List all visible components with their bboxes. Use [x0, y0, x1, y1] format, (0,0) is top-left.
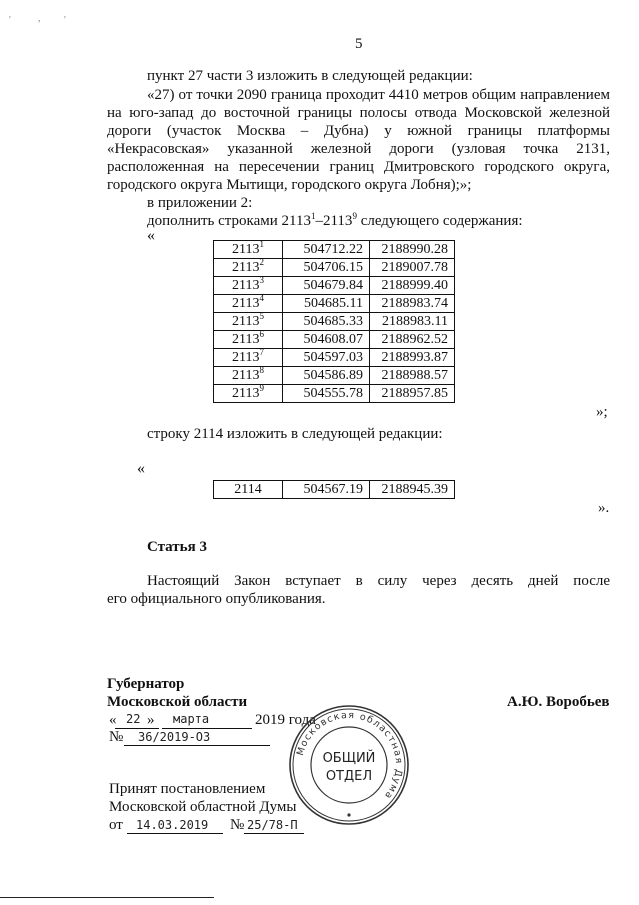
- stamp-ring-text: Московская областная Дума: [294, 709, 405, 802]
- date-day: 22: [126, 712, 141, 726]
- table-row: [214, 331, 455, 349]
- article-text-line: Настоящий Закон вступает в силу через десять дней после: [147, 573, 610, 589]
- scan-mark: ,: [38, 13, 41, 24]
- point-number: 2114: [214, 481, 283, 499]
- y-coordinate: 2188988.57: [370, 367, 455, 385]
- amendment-point-27: пункт 27 части 3 изложить в следующей редакции:: [147, 68, 473, 84]
- x-coordinate: 504712.22: [283, 241, 370, 259]
- point-number: 2113$^4$: [214, 295, 283, 313]
- x-coordinate: 504608.07: [283, 331, 370, 349]
- article-text-line: его официального опубликования.: [107, 591, 326, 607]
- y-coordinate: 2188983.74: [370, 295, 455, 313]
- underline: [124, 745, 270, 746]
- y-coordinate: 2188945.39: [370, 481, 455, 499]
- governor-title: Губернатор: [107, 676, 185, 692]
- point-number: 2113$^5$: [214, 313, 283, 331]
- underline: [244, 833, 304, 834]
- paragraph-line: расположенная на пересечении границ Дмитровского городского округа,: [107, 159, 610, 175]
- table-row: [214, 295, 455, 313]
- y-coordinate: 2188962.52: [370, 331, 455, 349]
- coordinates-table: [213, 240, 455, 403]
- x-coordinate: 504679.84: [283, 277, 370, 295]
- open-quote: «: [137, 460, 145, 477]
- stamp-center-line: ОТДЕЛ: [325, 769, 373, 784]
- table-row: [214, 349, 455, 367]
- date-year: 2019 года: [255, 712, 316, 728]
- scan-mark: ': [9, 15, 11, 26]
- point-number: 2113$^8$: [214, 367, 283, 385]
- footnote-rule: [0, 897, 214, 898]
- paragraph-line: «Некрасовская» указанной железной дороги (узловая точка 2131,: [107, 141, 610, 157]
- table-row: [214, 385, 455, 403]
- underline: [162, 728, 252, 729]
- point-number: 2113$^7$: [214, 349, 283, 367]
- governor-name: А.Ю. Воробьев: [507, 694, 610, 710]
- adoption-date-value: 14.03.2019: [136, 818, 209, 832]
- point-number: 2113$^9$: [214, 385, 283, 403]
- underline: [127, 833, 223, 834]
- paragraph-line: «27) от точки 2090 граница проходит 4410 метров общим направлением: [147, 87, 610, 103]
- article-heading: Статья 3: [147, 539, 207, 555]
- paragraph-line: дороги (участок Москва – Дубна) у южной границы платформы: [107, 123, 610, 139]
- coordinates-table-2114: [213, 480, 455, 499]
- x-coordinate: 504597.03: [283, 349, 370, 367]
- y-coordinate: 2188999.40: [370, 277, 455, 295]
- point-number: 2113$^1$: [214, 241, 283, 259]
- table-row: [214, 241, 455, 259]
- table-row: [214, 481, 455, 499]
- replace-row-line: строку 2114 изложить в следующей редакции:: [147, 426, 443, 442]
- table-row: [214, 259, 455, 277]
- y-coordinate: 2188990.28: [370, 241, 455, 259]
- point-number: 2113$^6$: [214, 331, 283, 349]
- paragraph-line: на юго-запад до восточной границы полосы отвода Московской железной: [107, 105, 610, 121]
- open-quote: «: [147, 227, 155, 244]
- paragraph-line: городского округа Мытищи, городского округа Лобня);»;: [107, 177, 472, 193]
- x-coordinate: 504706.15: [283, 259, 370, 277]
- y-coordinate: 2188957.85: [370, 385, 455, 403]
- x-coordinate: 504685.11: [283, 295, 370, 313]
- add-rows-line: дополнить строками 2113$^1$–2113$^9$ следующего содержания:: [147, 211, 523, 229]
- y-coordinate: 2189007.78: [370, 259, 455, 277]
- x-coordinate: 504567.19: [283, 481, 370, 499]
- governor-region: Московской области: [107, 694, 248, 710]
- x-coordinate: 504555.78: [283, 385, 370, 403]
- adoption-duma: Московской областной Думы: [109, 799, 297, 815]
- official-stamp: [287, 703, 411, 827]
- table-row: [214, 313, 455, 331]
- date-month: марта: [173, 712, 210, 726]
- point-number: 2113$^3$: [214, 277, 283, 295]
- table-row: [214, 367, 455, 385]
- table-row: [214, 277, 455, 295]
- scan-mark: ': [64, 15, 66, 26]
- stamp-center-line: ОБЩИЙ: [322, 751, 376, 766]
- appendix-line: в приложении 2:: [147, 195, 253, 211]
- x-coordinate: 504586.89: [283, 367, 370, 385]
- stamp-star: [347, 813, 350, 816]
- close-quote: »;: [596, 404, 608, 420]
- close-quote: ».: [598, 500, 610, 516]
- y-coordinate: 2188983.11: [370, 313, 455, 331]
- adoption-number-value: 25/78-П: [247, 818, 298, 832]
- page-number: 5: [355, 36, 363, 52]
- x-coordinate: 504685.33: [283, 313, 370, 331]
- adoption-line: Принят постановлением: [109, 781, 266, 797]
- point-number: 2113$^2$: [214, 259, 283, 277]
- y-coordinate: 2188993.87: [370, 349, 455, 367]
- law-number-value: 36/2019-ОЗ: [138, 730, 211, 744]
